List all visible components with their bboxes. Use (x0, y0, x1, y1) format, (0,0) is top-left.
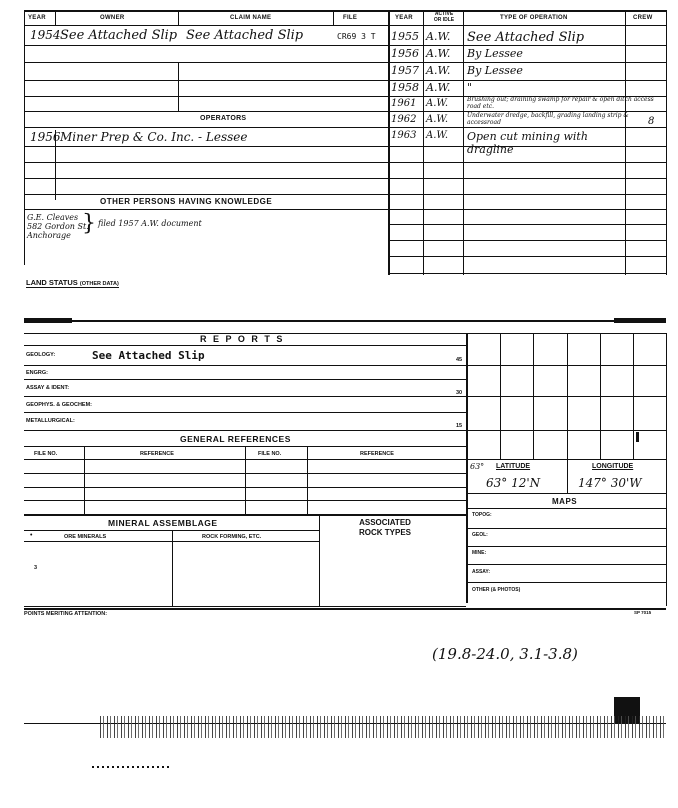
maps-other: OTHER (& PHOTOS) (472, 587, 521, 593)
active-label: ACTIVE (434, 11, 454, 17)
ref-file-no-2: FILE NO. (258, 451, 282, 457)
footer-coordinates-note: (19.8-24.0, 3.1-3.8) (432, 645, 578, 663)
ops-row-type: Open cut mining with dragline (467, 130, 588, 156)
operators-header: OPERATORS (200, 115, 247, 122)
others-line-1: G.E. Cleaves (27, 213, 79, 222)
ops-row-year: 1961 (391, 98, 417, 109)
ops-row-type: By Lessee (467, 47, 523, 60)
ref-file-no-1: FILE NO. (34, 451, 58, 457)
points-meriting-label: POINTS MERITING ATTENTION: (24, 611, 108, 617)
ops-row-year: 1962 (391, 114, 417, 125)
geophys-label: GEOPHYS. & GEOCHEM: (26, 402, 93, 408)
tick-45: 45 (456, 357, 463, 363)
ref-reference-2: REFERENCE (360, 451, 394, 457)
col-year2-header: YEAR (395, 15, 413, 21)
ops-row-status: A.W. (426, 47, 451, 60)
land-status-title: LAND STATUS (26, 278, 78, 287)
latitude-value: 63° 12'N (486, 476, 541, 490)
operator-name: Miner Prep & Co. Inc. - Lessee (60, 130, 248, 144)
divider-mark-right (614, 318, 666, 323)
col-active-header (428, 11, 460, 23)
ops-row-status: A.W. (426, 130, 449, 141)
rock-forming-header: ROCK FORMING, ETC. (202, 534, 262, 540)
maps-assay: ASSAY: (472, 569, 491, 575)
or-idle-label: OR IDLE (433, 17, 455, 23)
ops-row-year: 1958 (391, 81, 419, 94)
claim-name: See Attached Slip (186, 28, 304, 43)
longitude-label: LONGITUDE (592, 463, 634, 470)
operator-year: 1956 (30, 130, 61, 144)
scan-noise-band (100, 716, 666, 738)
grid-mark (636, 432, 639, 442)
engrg-label: ENGRG: (26, 370, 48, 376)
associated-rock-types-header (359, 518, 411, 538)
ops-row-crew: 8 (648, 116, 655, 127)
col-claim-name-header: CLAIM NAME (230, 15, 272, 21)
rock-types-label: ROCK TYPES (359, 528, 412, 537)
col-owner-header: OWNER (100, 15, 125, 21)
ops-row-status: A.W. (426, 81, 451, 94)
bullet-mark: • (30, 532, 33, 539)
geology-label: GEOLOGY: (26, 352, 56, 358)
ops-row-type: Brushing out; draining swamp for repair & open ditch access road etc. (467, 96, 654, 110)
ops-row-type: See Attached Slip (467, 30, 585, 45)
form-code: SP 7015 (634, 610, 652, 615)
col-type-header: TYPE OF OPERATION (500, 15, 568, 21)
maps-header: MAPS (552, 497, 578, 506)
col-file-header: FILE (343, 15, 358, 21)
ref-reference-1: REFERENCE (140, 451, 174, 457)
lat-prefix: 63° (470, 462, 485, 471)
others-side-note: filed 1957 A.W. document (98, 219, 202, 228)
owner-name: See Attached Slip (60, 28, 178, 43)
maps-topog: TOPOG: (472, 512, 492, 518)
tick-30: 30 (456, 390, 463, 396)
others-contact (27, 213, 89, 240)
ops-row-year: 1955 (391, 30, 419, 43)
col-crew-header: CREW (633, 15, 653, 21)
mineral-number: 3 (34, 565, 38, 571)
land-status-label (26, 278, 119, 288)
maps-mine: MINE: (472, 550, 487, 556)
general-references-header: GENERAL REFERENCES (180, 434, 291, 444)
maps-geol: GEOL: (472, 532, 488, 538)
ops-row-type: " (467, 81, 473, 94)
ops-row-status: A.W. (426, 114, 449, 125)
geology-value: See Attached Slip (92, 349, 205, 362)
assay-label: ASSAY & IDENT: (26, 385, 70, 391)
col-year-header: YEAR (28, 15, 46, 21)
land-status-sub: (OTHER DATA) (79, 281, 119, 287)
others-line-3: Anchorage (27, 231, 71, 240)
tick-15: 15 (456, 423, 463, 429)
ops-row-type: Underwater dredge, backfill, grading landing strip & accessroad (467, 112, 629, 126)
longitude-value: 147° 30'W (578, 476, 642, 490)
ops-row-status: A.W. (426, 30, 451, 43)
metallurgical-label: METALLURGICAL: (26, 418, 75, 424)
others-line-2: 582 Gordon St. (27, 222, 89, 231)
reports-header: R E P O R T S (200, 334, 285, 344)
ore-minerals-header: ORE MINERALS (64, 534, 107, 540)
brace-icon: } (82, 211, 96, 236)
ops-row-type: By Lessee (467, 64, 523, 77)
associated-label: ASSOCIATED (359, 518, 411, 527)
file-number: CR69 3 T (337, 32, 376, 41)
other-persons-header: OTHER PERSONS HAVING KNOWLEDGE (100, 197, 273, 206)
ops-row-year: 1963 (391, 130, 417, 141)
scan-noise-line (92, 766, 172, 768)
owner-year: 1954 (30, 28, 61, 42)
ops-row-year: 1956 (391, 47, 419, 60)
ops-row-status: A.W. (426, 98, 449, 109)
latitude-label: LATITUDE (496, 463, 531, 470)
ops-row-year: 1957 (391, 64, 419, 77)
mineral-assemblage-header: MINERAL ASSEMBLAGE (108, 518, 218, 528)
ops-row-status: A.W. (426, 64, 451, 77)
